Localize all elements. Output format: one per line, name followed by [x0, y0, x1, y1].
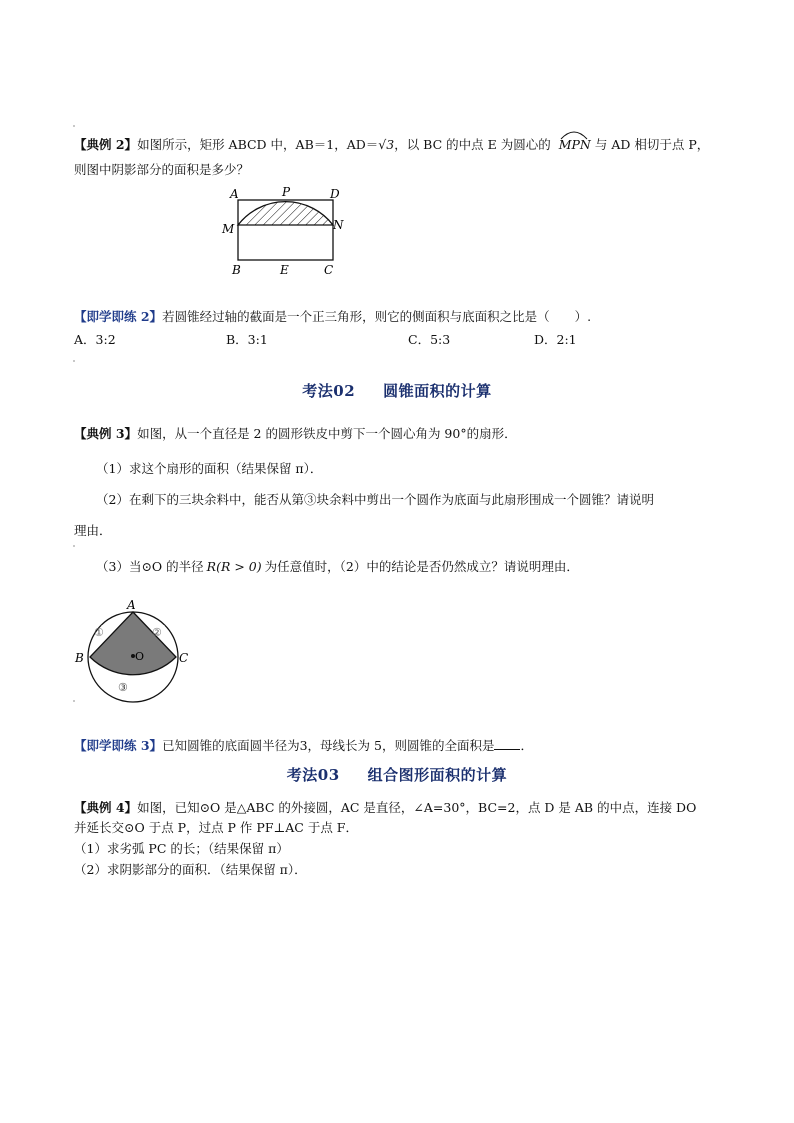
example3-q2-line2: 理由．	[74, 523, 112, 538]
example4-tag: 【典例 4】	[74, 800, 138, 815]
label-d: D	[330, 187, 340, 201]
example3-line	[74, 424, 517, 442]
practice2-line	[74, 307, 591, 325]
margin-mark	[73, 125, 75, 127]
example3-q2-line1: （2）在剩下的三块余料中，能否从第③块余料中剪出一个圆作为底面与此扇形围成一个圆锥？请说明	[96, 492, 654, 507]
practice3-tag: 【即学即练 3】	[74, 738, 163, 753]
label-c: C	[324, 263, 334, 277]
example4-q1: （1）求劣弧 PC 的长；（结果保留 π）	[74, 841, 289, 856]
practice3-text: 已知圆锥的底面圆半径为3，母线长为 5，则圆锥的全面积是	[162, 738, 495, 753]
region-2-label: ②	[152, 626, 162, 639]
circle-sector-figure	[72, 595, 197, 710]
example2-text-a: 如图所示，矩形 ABCD 中，AB＝1，AD＝	[137, 137, 379, 152]
margin-mark	[73, 360, 75, 362]
arc-mpn: MPN	[559, 137, 591, 152]
label-p: P	[282, 185, 291, 199]
region-1-label: ①	[94, 626, 104, 639]
example2-text-b: ，以 BC 的中点 E 为圆心的	[394, 137, 551, 152]
practice2-option-d: D．2:1	[534, 332, 577, 347]
region-3-label: ③	[118, 681, 128, 694]
practice2-option-c: C．5:3	[408, 332, 451, 347]
example3-q1: （1）求这个扇形的面积（结果保留 π）．	[96, 461, 323, 476]
practice2-tag: 【即学即练 2】	[74, 309, 163, 324]
practice2-option-b: B．3:1	[226, 332, 268, 347]
label-a: A	[127, 598, 136, 612]
practice2-text: 若圆锥经过轴的截面是一个正三角形，则它的侧面积与底面积之比是（ ）.	[162, 309, 592, 324]
example4-line1	[74, 798, 696, 816]
sector-90-degree	[90, 612, 176, 675]
label-c: C	[179, 651, 189, 665]
section-title: 组合图形面积的计算	[367, 766, 508, 784]
practice2-option-a: A．3:2	[74, 332, 116, 347]
section-heading-02	[0, 380, 794, 401]
arc-symbol-icon	[559, 128, 589, 140]
example2-tag: 【典例 2】	[74, 137, 138, 152]
example4-line2: 并延长交⊙O 于点 P，过点 P 作 PF⊥AC 于点 F．	[74, 820, 358, 835]
example2-line2: 则图中阴影部分的面积是多少？	[74, 162, 250, 177]
section-number: 考法03	[286, 766, 340, 784]
label-b: B	[232, 263, 241, 277]
label-e: E	[280, 263, 289, 277]
label-m: M	[222, 222, 235, 236]
answer-blank	[494, 739, 520, 750]
rectangle-figure	[220, 183, 350, 278]
example3-tag: 【典例 3】	[74, 426, 138, 441]
example2-text-c: 与 AD 相切于点 P，	[594, 137, 710, 152]
example3-q3: （3）当⊙O 的半径 R(R > 0) 为任意值时，（2）中的结论是否仍然成立？请说明理由．	[96, 559, 579, 574]
example4-text: 如图，已知⊙O 是△ABC 的外接圆，AC 是直径，∠A=30°，BC=2，点 D 是 AB 的中点，连接 DO	[137, 800, 697, 815]
shaded-region	[238, 202, 333, 225]
margin-mark	[73, 545, 75, 547]
example4-q2: （2）求阴影部分的面积．（结果保留 π）．	[74, 862, 307, 877]
label-o: O	[135, 650, 145, 663]
example2-line1	[74, 135, 709, 153]
sqrt3: √3	[378, 137, 395, 152]
section-number: 考法02	[302, 382, 356, 400]
label-b: B	[75, 651, 84, 665]
label-n: N	[333, 218, 344, 232]
radius-expression: R(R > 0)	[206, 559, 262, 574]
practice3-line: 【即学即练 3】已知圆锥的底面圆半径为3，母线长为 5，则圆锥的全面积是 ．	[74, 738, 533, 753]
section-heading-03	[0, 764, 794, 785]
section-title: 圆锥面积的计算	[383, 382, 492, 400]
example3-text: 如图，从一个直径是 2 的圆形铁皮中剪下一个圆心角为 90°的扇形．	[137, 426, 517, 441]
label-a: A	[230, 187, 239, 201]
